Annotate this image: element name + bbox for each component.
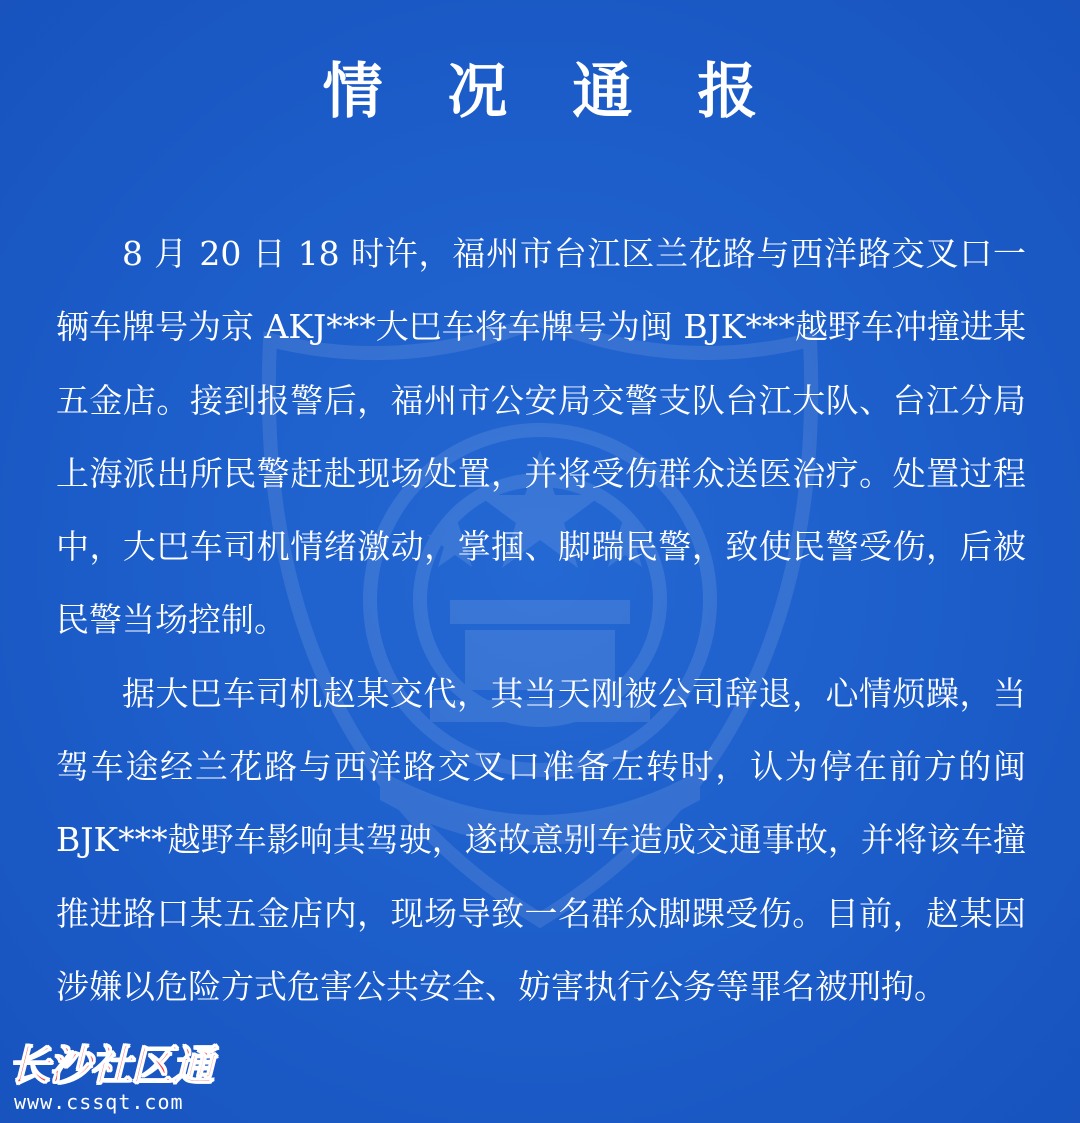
watermark-url: www.cssqt.com (14, 1090, 184, 1114)
paragraph-1: 8 月 20 日 18 时许，福州市台江区兰花路与西洋路交叉口一辆车牌号为京 AKJ***大巴车将车牌号为闽 BJK***越野车冲撞进某五金店。接到报警后，福州市公安局交警支队台江大队、台江分局上海派出所民警赶赴现场处置，并将受伤群众送医治疗。处置过程中，大巴车司机情绪激动，掌掴、脚踹民警，致使民警受伤，后被民警当场控制。 (56, 234, 1026, 640)
paragraph-2: 据大巴车司机赵某交代，其当天刚被公司辞退，心情烦躁，当驾车途经兰花路与西洋路交叉口准备左转时，认为停在前方的闽 BJK***越野车影响其驾驶，遂故意别车造成交通事故，并将该车撞推进路口某五金店内，现场导致一名群众脚踝受伤。目前，赵某因涉嫌以危险方式危害公共安全、妨害执行公务等罪名被刑拘。 (56, 673, 1026, 1006)
watermark-logo: 长沙社区通 (8, 1041, 214, 1090)
site-watermark (8, 1040, 238, 1120)
page-title: 情 况 通 报 (322, 57, 780, 127)
notice-body (56, 217, 1026, 1023)
